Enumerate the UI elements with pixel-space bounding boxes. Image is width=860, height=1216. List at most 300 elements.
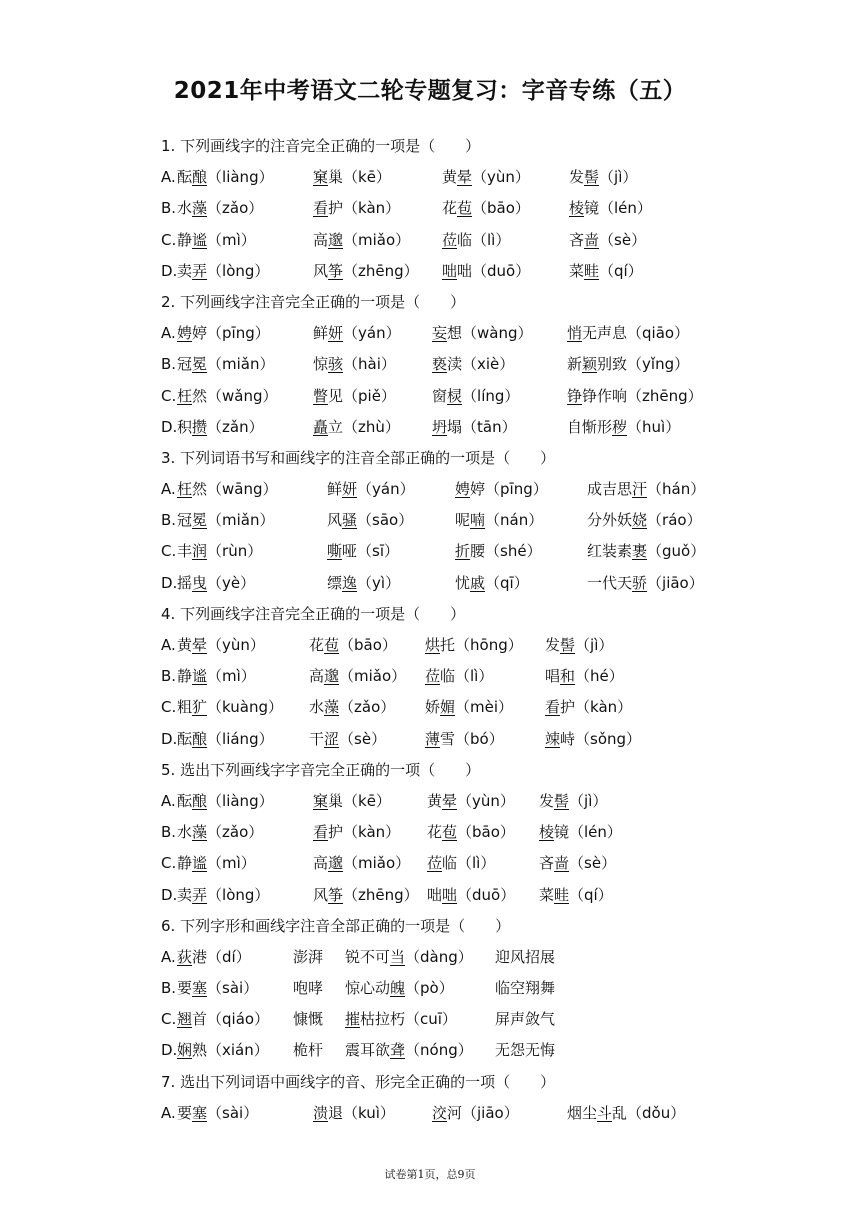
option-row bbox=[161, 162, 761, 193]
item-suffix: 河（jiāo） bbox=[447, 1103, 519, 1122]
item-suffix: 婷（pīng） bbox=[192, 324, 270, 343]
option-item bbox=[495, 942, 555, 973]
underlined-char: 娆 bbox=[632, 511, 648, 530]
item-prefix: 惊心动 bbox=[345, 979, 391, 998]
item-suffix: （sài） bbox=[207, 979, 259, 998]
item-prefix: 鲜 bbox=[313, 324, 329, 343]
item-prefix: 忧 bbox=[455, 573, 471, 592]
item-suffix: （sāo） bbox=[357, 511, 414, 530]
item-suffix: （dàng） bbox=[405, 947, 473, 966]
option-row bbox=[161, 786, 761, 817]
underlined-char: 妄 bbox=[432, 324, 448, 343]
item-suffix: 退（kuì） bbox=[328, 1103, 395, 1122]
option-item bbox=[177, 786, 274, 817]
underlined-char: 邈 bbox=[328, 854, 344, 873]
item-suffix: （pò） bbox=[405, 979, 454, 998]
option-label: C. bbox=[161, 542, 177, 561]
option-label: C. bbox=[161, 698, 177, 717]
underlined-char: 荻 bbox=[177, 947, 193, 966]
option-item bbox=[432, 1098, 519, 1129]
underlined-char: 啬 bbox=[554, 854, 570, 873]
question-stem: 7. 选出下列词语中画线字的音、形完全正确的一项（ ） bbox=[161, 1072, 556, 1091]
option-row bbox=[161, 817, 761, 848]
item-suffix: 想（wàng） bbox=[447, 324, 533, 343]
item-suffix: 巢（kē） bbox=[328, 168, 391, 187]
item-suffix: 塌（tān） bbox=[447, 417, 517, 436]
option-label: A. bbox=[161, 324, 176, 343]
item-prefix: 娇 bbox=[425, 698, 441, 717]
option-label: C. bbox=[161, 854, 177, 873]
item-prefix: 高 bbox=[309, 667, 325, 686]
item-suffix: 然（wāng） bbox=[192, 480, 278, 499]
option-item bbox=[177, 630, 265, 661]
item-suffix: （zǎo） bbox=[207, 823, 264, 842]
item-prefix: 摇 bbox=[177, 573, 193, 592]
item-prefix: 临空翔舞 bbox=[495, 979, 556, 998]
item-suffix: （hài） bbox=[343, 355, 396, 374]
underlined-char: 苞 bbox=[442, 823, 458, 842]
option-row bbox=[161, 1004, 761, 1035]
underlined-char: 洨 bbox=[432, 1103, 448, 1122]
option-item bbox=[345, 942, 473, 973]
underlined-char: 谧 bbox=[192, 667, 208, 686]
item-prefix: 惊 bbox=[313, 355, 329, 374]
option-row bbox=[161, 973, 761, 1004]
option-item bbox=[177, 162, 274, 193]
option-label: A. bbox=[161, 1103, 176, 1122]
underlined-char: 棱 bbox=[569, 199, 585, 218]
option-item bbox=[425, 630, 523, 661]
item-suffix: （liàng） bbox=[207, 791, 274, 810]
option-item bbox=[545, 692, 632, 723]
option-item bbox=[569, 162, 637, 193]
option-label: C. bbox=[161, 230, 177, 249]
item-suffix: 咄（duō） bbox=[457, 261, 531, 280]
option-item bbox=[313, 848, 410, 879]
option-row bbox=[161, 412, 761, 443]
option-label: B. bbox=[161, 511, 177, 530]
item-suffix: 峙（sǒng） bbox=[560, 729, 642, 748]
underlined-char: 折 bbox=[455, 542, 471, 561]
item-suffix: （jì） bbox=[599, 168, 638, 187]
option-label: D. bbox=[161, 1041, 178, 1060]
underlined-char: 棱 bbox=[539, 823, 555, 842]
option-item bbox=[313, 162, 391, 193]
option-item bbox=[177, 505, 275, 536]
option-item bbox=[177, 973, 258, 1004]
option-item bbox=[539, 786, 607, 817]
item-suffix: （mèi） bbox=[455, 698, 514, 717]
option-item bbox=[177, 692, 283, 723]
item-prefix: 高 bbox=[313, 230, 329, 249]
option-item bbox=[587, 474, 705, 505]
item-prefix: 黄 bbox=[177, 636, 193, 654]
underlined-char: 和 bbox=[560, 667, 576, 686]
option-item bbox=[177, 661, 256, 692]
option-item bbox=[425, 724, 504, 755]
option-label: A. bbox=[161, 791, 176, 810]
option-item bbox=[313, 318, 401, 349]
page-footer: 试卷第1页，总9页 bbox=[384, 1168, 476, 1181]
option-item bbox=[567, 349, 689, 380]
option-item bbox=[495, 1004, 555, 1035]
option-item bbox=[313, 786, 391, 817]
option-item bbox=[569, 256, 643, 287]
item-suffix: （zǎn） bbox=[207, 417, 264, 436]
option-item bbox=[442, 225, 510, 256]
item-suffix: 立（zhù） bbox=[328, 417, 400, 436]
item-suffix: （qī） bbox=[485, 573, 529, 592]
option-item bbox=[427, 817, 515, 848]
option-item bbox=[427, 786, 515, 817]
option-item bbox=[567, 412, 680, 443]
option-row bbox=[161, 661, 761, 692]
underlined-char: 酿 bbox=[192, 168, 208, 187]
option-row bbox=[161, 225, 761, 256]
option-item bbox=[345, 1004, 457, 1035]
underlined-char: 酿 bbox=[192, 729, 208, 748]
underlined-char: 看 bbox=[313, 823, 329, 842]
item-prefix: 静 bbox=[177, 230, 193, 249]
option-label: D. bbox=[161, 261, 178, 280]
option-item bbox=[177, 1098, 258, 1129]
option-item bbox=[313, 349, 396, 380]
item-suffix: （bāo） bbox=[457, 823, 515, 842]
item-prefix: 发 bbox=[569, 168, 585, 187]
option-row bbox=[161, 474, 761, 505]
underlined-char: 媚 bbox=[440, 698, 456, 717]
option-item bbox=[432, 412, 517, 443]
underlined-char: 莅 bbox=[442, 230, 458, 249]
underlined-char: 犷 bbox=[192, 698, 208, 717]
item-suffix: （kuàng） bbox=[207, 698, 283, 717]
option-item bbox=[442, 193, 530, 224]
underlined-char: 苞 bbox=[324, 636, 340, 654]
option-row bbox=[161, 193, 761, 224]
underlined-char: 邈 bbox=[324, 667, 340, 686]
item-prefix: 屏声敛气 bbox=[495, 1010, 556, 1029]
underlined-char: 攒 bbox=[192, 417, 208, 436]
question-stem: 4. 下列画线字注音完全正确的一项是（ ） bbox=[161, 604, 466, 623]
option-item bbox=[309, 630, 397, 661]
underlined-char: 枉 bbox=[177, 386, 193, 405]
underlined-char: 骚 bbox=[342, 511, 358, 530]
option-row bbox=[161, 256, 761, 287]
item-prefix: 风 bbox=[327, 511, 343, 530]
item-prefix: 卖 bbox=[177, 885, 193, 904]
option-item bbox=[327, 568, 400, 599]
underlined-char: 冕 bbox=[192, 511, 208, 530]
underlined-char: 嘶 bbox=[327, 542, 343, 561]
item-suffix: （rùn） bbox=[207, 542, 263, 561]
underlined-char: 藻 bbox=[324, 698, 340, 717]
item-suffix: 铮作响（zhēng） bbox=[582, 386, 703, 405]
underlined-char: 藻 bbox=[192, 199, 208, 218]
item-suffix: （huì） bbox=[627, 417, 681, 436]
underlined-char: 啬 bbox=[584, 230, 600, 249]
question-stem: 3. 下列词语书写和画线字的注音全部正确的一项是（ ） bbox=[161, 448, 556, 467]
option-item bbox=[539, 880, 613, 911]
item-suffix: （sè） bbox=[599, 230, 647, 249]
option-item bbox=[313, 880, 419, 911]
option-item bbox=[177, 349, 275, 380]
option-item bbox=[177, 817, 263, 848]
option-item bbox=[177, 474, 278, 505]
option-item bbox=[313, 1098, 395, 1129]
option-item bbox=[587, 505, 702, 536]
item-suffix: （jì） bbox=[575, 636, 614, 654]
underlined-char: 骄 bbox=[632, 573, 648, 592]
item-prefix: 干 bbox=[309, 729, 325, 748]
option-item bbox=[495, 973, 555, 1004]
item-suffix: （miǎn） bbox=[207, 355, 275, 374]
item-suffix: （zhēng） bbox=[343, 261, 419, 280]
item-suffix: （jiāo） bbox=[647, 573, 704, 592]
item-prefix: 冠 bbox=[177, 511, 193, 530]
underlined-char: 看 bbox=[313, 199, 329, 218]
item-suffix: （mì） bbox=[207, 667, 256, 686]
item-suffix: 无声息（qiāo） bbox=[582, 324, 690, 343]
underlined-char: 塞 bbox=[192, 1103, 208, 1122]
item-suffix: （bāo） bbox=[339, 636, 397, 654]
option-item bbox=[569, 225, 646, 256]
option-item bbox=[545, 630, 613, 661]
option-row bbox=[161, 724, 761, 755]
item-prefix: 缥 bbox=[327, 573, 343, 592]
item-prefix: 酝 bbox=[177, 168, 193, 187]
item-prefix: 冠 bbox=[177, 355, 193, 374]
option-row bbox=[161, 568, 761, 599]
underlined-char: 邈 bbox=[328, 230, 344, 249]
item-prefix: 卖 bbox=[177, 261, 193, 280]
underlined-char: 聋 bbox=[390, 1041, 406, 1060]
item-prefix: 菜 bbox=[569, 261, 585, 280]
option-item bbox=[455, 505, 543, 536]
option-row bbox=[161, 880, 761, 911]
option-item bbox=[432, 381, 519, 412]
item-suffix: （miǎo） bbox=[343, 854, 411, 873]
option-item bbox=[442, 162, 530, 193]
underlined-char: 曳 bbox=[192, 573, 208, 592]
underlined-char: 咄 bbox=[442, 885, 458, 904]
option-row bbox=[161, 381, 761, 412]
item-suffix: （duō） bbox=[457, 885, 516, 904]
item-suffix: 腰（shé） bbox=[470, 542, 542, 561]
option-item bbox=[432, 349, 514, 380]
underlined-char: 悄 bbox=[567, 324, 583, 343]
item-suffix: 雪（bó） bbox=[440, 729, 504, 748]
option-item bbox=[327, 474, 415, 505]
option-item bbox=[177, 848, 256, 879]
option-row bbox=[161, 1035, 761, 1066]
item-suffix: （yùn） bbox=[457, 791, 515, 810]
option-item bbox=[327, 505, 413, 536]
option-row bbox=[161, 349, 761, 380]
option-item bbox=[567, 318, 689, 349]
item-prefix: 呢 bbox=[455, 511, 471, 530]
option-item bbox=[587, 536, 705, 567]
option-label: C. bbox=[161, 1010, 177, 1029]
item-prefix: 新 bbox=[567, 355, 583, 374]
item-prefix: 桅杆 bbox=[293, 1041, 324, 1060]
item-prefix: 唱 bbox=[545, 667, 561, 686]
underlined-char: 摧 bbox=[345, 1010, 361, 1029]
underlined-char: 喃 bbox=[470, 511, 486, 530]
option-item bbox=[177, 256, 269, 287]
item-suffix: （yán） bbox=[357, 480, 415, 499]
underlined-char: 晕 bbox=[192, 636, 208, 654]
item-suffix: （yán） bbox=[343, 324, 401, 343]
item-prefix: 烟尘 bbox=[567, 1103, 598, 1122]
item-suffix: （nóng） bbox=[405, 1041, 473, 1060]
option-row bbox=[161, 942, 761, 973]
item-suffix: （guǒ） bbox=[647, 542, 706, 561]
underlined-char: 颖 bbox=[582, 355, 598, 374]
option-item bbox=[432, 318, 533, 349]
option-item bbox=[442, 256, 530, 287]
option-item bbox=[539, 848, 616, 879]
underlined-char: 涩 bbox=[324, 729, 340, 748]
item-suffix: （lòng） bbox=[207, 885, 270, 904]
option-row bbox=[161, 318, 761, 349]
item-suffix: （yì） bbox=[357, 573, 401, 592]
option-item bbox=[545, 724, 641, 755]
option-label: D. bbox=[161, 729, 178, 748]
option-item bbox=[313, 193, 400, 224]
option-label: A. bbox=[161, 947, 176, 966]
item-suffix: 护（kàn） bbox=[328, 823, 401, 842]
underlined-char: 娉 bbox=[455, 480, 471, 499]
item-prefix: 菜 bbox=[539, 885, 555, 904]
item-prefix: 高 bbox=[313, 854, 329, 873]
item-suffix: 护（kàn） bbox=[560, 698, 633, 717]
item-suffix: （yùn） bbox=[207, 636, 265, 654]
underlined-char: 戚 bbox=[470, 573, 486, 592]
underlined-char: 坍 bbox=[432, 417, 448, 436]
item-prefix: 黄 bbox=[442, 168, 458, 187]
option-item bbox=[177, 193, 263, 224]
item-prefix: 成吉思 bbox=[587, 480, 633, 499]
item-suffix: （sài） bbox=[207, 1103, 259, 1122]
underlined-char: 枉 bbox=[177, 480, 193, 499]
item-suffix: （zhēng） bbox=[343, 885, 419, 904]
item-prefix: 水 bbox=[177, 823, 193, 842]
item-suffix: （mì） bbox=[207, 230, 256, 249]
item-suffix: （bāo） bbox=[472, 199, 530, 218]
option-item bbox=[309, 692, 395, 723]
option-row bbox=[161, 848, 761, 879]
item-suffix: （mì） bbox=[207, 854, 256, 873]
underlined-char: 谧 bbox=[192, 854, 208, 873]
option-item bbox=[177, 942, 251, 973]
item-prefix: 粗 bbox=[177, 698, 193, 717]
item-suffix: （hán） bbox=[647, 480, 706, 499]
option-item bbox=[313, 256, 419, 287]
underlined-char: 秽 bbox=[612, 417, 628, 436]
underlined-char: 润 bbox=[192, 542, 208, 561]
underlined-char: 妍 bbox=[342, 480, 358, 499]
underlined-char: 畦 bbox=[554, 885, 570, 904]
underlined-char: 瞥 bbox=[313, 386, 329, 405]
item-suffix: （ráo） bbox=[647, 511, 702, 530]
item-prefix: 要 bbox=[177, 979, 193, 998]
option-item bbox=[177, 412, 264, 443]
underlined-char: 莅 bbox=[427, 854, 443, 873]
item-prefix: 澎湃 bbox=[293, 947, 324, 966]
underlined-char: 骇 bbox=[328, 355, 344, 374]
underlined-char: 矗 bbox=[313, 417, 329, 436]
item-prefix: 风 bbox=[313, 261, 329, 280]
underlined-char: 烘 bbox=[425, 636, 441, 654]
item-suffix: （yè） bbox=[207, 573, 256, 592]
item-suffix: 临（lì） bbox=[457, 230, 511, 249]
underlined-char: 髻 bbox=[560, 636, 576, 654]
item-prefix: 风 bbox=[313, 885, 329, 904]
item-prefix: 花 bbox=[309, 636, 325, 654]
underlined-char: 冕 bbox=[192, 355, 208, 374]
underlined-char: 窠 bbox=[313, 168, 329, 187]
item-prefix: 咄 bbox=[427, 885, 443, 904]
option-item bbox=[345, 973, 454, 1004]
item-suffix: （qí） bbox=[569, 885, 613, 904]
item-prefix: 黄 bbox=[427, 791, 443, 810]
option-item bbox=[427, 880, 515, 911]
item-suffix: 熟（xián） bbox=[192, 1041, 269, 1060]
option-label: B. bbox=[161, 823, 177, 842]
item-prefix: 分外妖 bbox=[587, 511, 633, 530]
item-prefix: 发 bbox=[545, 636, 561, 654]
option-item bbox=[293, 1035, 323, 1066]
option-item bbox=[455, 474, 548, 505]
item-suffix: 别致（yǐng） bbox=[597, 355, 690, 374]
page-title: 2021年中考语文二轮专题复习：字音专练（五） bbox=[173, 78, 687, 104]
option-item bbox=[567, 381, 703, 412]
option-label: D. bbox=[161, 417, 178, 436]
item-prefix: 慷慨 bbox=[293, 1010, 324, 1029]
option-item bbox=[427, 848, 495, 879]
item-prefix: 要 bbox=[177, 1103, 193, 1122]
item-suffix: 镜（lén） bbox=[584, 199, 652, 218]
underlined-char: 谧 bbox=[192, 230, 208, 249]
underlined-char: 当 bbox=[390, 947, 406, 966]
underlined-char: 亵 bbox=[432, 355, 448, 374]
question-stem: 5. 选出下列画线字字音完全正确的一项（ ） bbox=[161, 760, 481, 779]
option-item bbox=[309, 661, 406, 692]
underlined-char: 藻 bbox=[192, 823, 208, 842]
item-suffix: 然（wǎng） bbox=[192, 386, 278, 405]
item-suffix: （liáng） bbox=[207, 729, 274, 748]
item-prefix: 花 bbox=[442, 199, 458, 218]
option-item bbox=[313, 817, 400, 848]
question-stem: 1. 下列画线字的注音完全正确的一项是（ ） bbox=[161, 137, 481, 155]
option-item bbox=[587, 568, 704, 599]
underlined-char: 娴 bbox=[177, 1041, 193, 1060]
item-prefix: 静 bbox=[177, 667, 193, 686]
item-prefix: 发 bbox=[539, 791, 555, 810]
item-suffix: 巢（kē） bbox=[328, 791, 391, 810]
option-item bbox=[495, 1035, 555, 1066]
underlined-char: 莅 bbox=[425, 667, 441, 686]
option-item bbox=[455, 536, 542, 567]
item-suffix: 哑（sī） bbox=[342, 542, 399, 561]
option-label: A. bbox=[161, 636, 176, 654]
item-prefix: 无怨无悔 bbox=[495, 1041, 556, 1060]
item-suffix: （hé） bbox=[575, 667, 624, 686]
item-suffix: （sè） bbox=[569, 854, 617, 873]
option-item bbox=[177, 318, 270, 349]
item-suffix: （yùn） bbox=[472, 168, 530, 187]
item-suffix: 港（dí） bbox=[192, 947, 251, 966]
